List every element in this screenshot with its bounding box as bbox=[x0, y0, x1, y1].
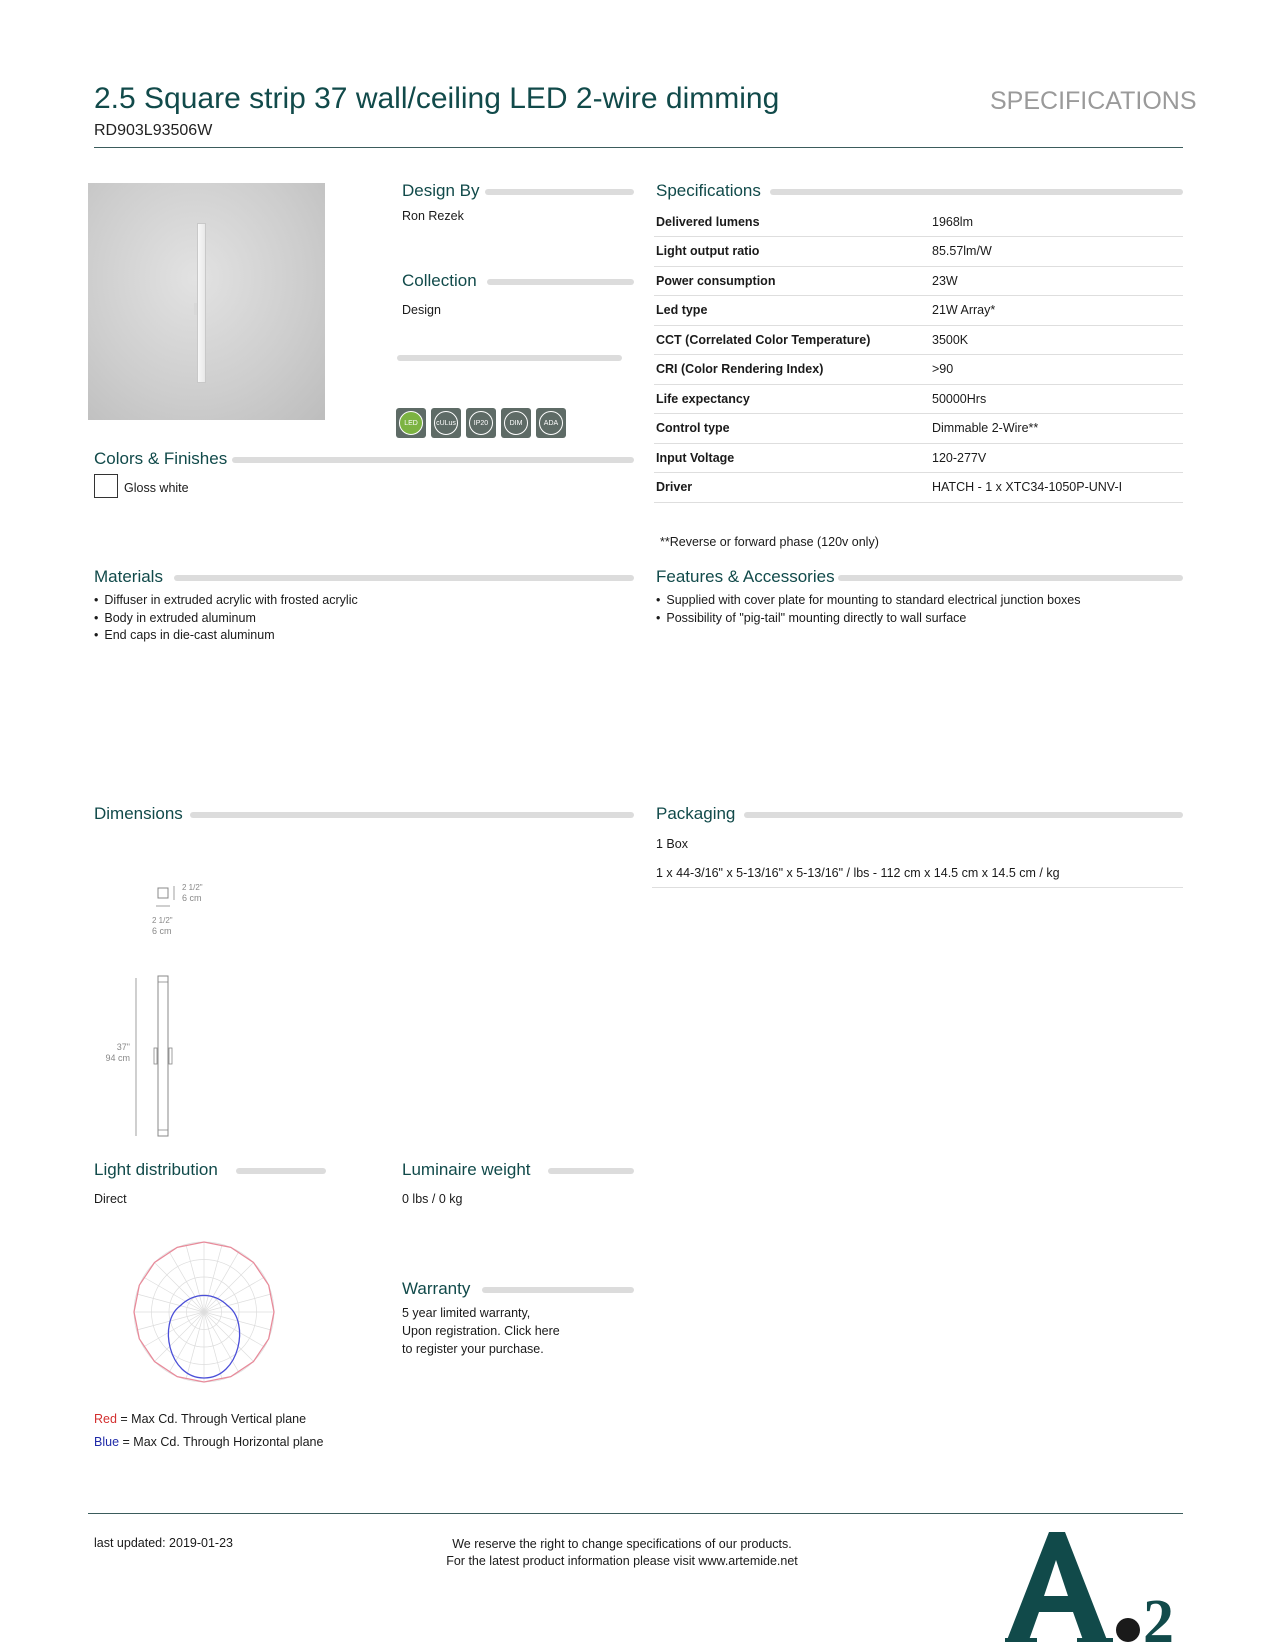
luminaire-weight-value: 0 lbs / 0 kg bbox=[402, 1192, 463, 1206]
light-distribution-heading: Light distribution bbox=[94, 1160, 218, 1179]
list-item: • Body in extruded aluminum bbox=[94, 610, 358, 628]
led-icon: LED bbox=[396, 408, 426, 438]
fixture-image bbox=[197, 223, 206, 383]
last-updated: last updated: 2019-01-23 bbox=[94, 1536, 233, 1550]
legend-blue bbox=[94, 1435, 323, 1449]
dimension-drawing bbox=[90, 870, 210, 1140]
ul-listed-icon: cULus bbox=[431, 408, 461, 438]
packaging-divider bbox=[652, 887, 1183, 888]
header-divider bbox=[94, 147, 1183, 148]
legend-red-text: = Max Cd. Through Vertical plane bbox=[116, 1412, 307, 1426]
section-bar bbox=[232, 457, 634, 463]
dim-icon: DIM bbox=[501, 408, 531, 438]
list-item: • Supplied with cover plate for mounting to standard electrical junction boxes bbox=[656, 592, 1081, 610]
collection-name: Design bbox=[402, 303, 441, 317]
design-by-heading: Design By bbox=[402, 181, 480, 200]
features-heading: Features & Accessories bbox=[656, 567, 835, 586]
warranty-text: 5 year limited warranty, Upon registration. Click here to register your purchase. bbox=[402, 1306, 560, 1356]
colors-finishes-heading: Colors & Finishes bbox=[94, 449, 228, 468]
legend-red-color-word: Red bbox=[94, 1412, 117, 1426]
product-photo bbox=[88, 183, 325, 420]
legend-blue-color-word: Blue bbox=[94, 1435, 120, 1449]
section-bar bbox=[770, 189, 1183, 195]
section-bar bbox=[482, 1287, 634, 1293]
artemide-a2-logo bbox=[1003, 1528, 1193, 1646]
width-cm-label: 6 cm bbox=[152, 926, 172, 936]
features-list bbox=[656, 592, 1081, 627]
specifications-heading: Specifications bbox=[656, 181, 761, 200]
list-item: • Possibility of "pig-tail" mounting directly to wall surface bbox=[656, 610, 1081, 628]
width-inch-label: 2 1/2" bbox=[152, 916, 173, 925]
table-row: Life expectancy 50000Hrs bbox=[654, 384, 1183, 414]
packaging-boxes: 1 Box bbox=[656, 837, 688, 851]
color-swatch-gloss-white bbox=[94, 474, 118, 498]
depth-cm-label: 6 cm bbox=[182, 893, 202, 903]
table-row: Delivered lumens 1968lm bbox=[654, 207, 1183, 237]
section-bar bbox=[838, 575, 1183, 581]
ada-icon: ADA bbox=[536, 408, 566, 438]
ip20-icon: IP20 bbox=[466, 408, 496, 438]
polar-light-distribution-chart bbox=[124, 1232, 284, 1392]
register-link[interactable]: Upon registration. Click here bbox=[402, 1324, 560, 1338]
specifications-footnote: **Reverse or forward phase (120v only) bbox=[660, 535, 879, 549]
svg-text:2: 2 bbox=[1143, 1588, 1174, 1646]
footer-divider bbox=[88, 1513, 1183, 1514]
collection-heading: Collection bbox=[402, 271, 477, 290]
table-row: Control type Dimmable 2-Wire** bbox=[654, 414, 1183, 444]
table-row: Power consumption 23W bbox=[654, 266, 1183, 296]
warranty-heading: Warranty bbox=[402, 1279, 471, 1298]
page-label: SPECIFICATIONS bbox=[990, 87, 1197, 115]
table-row: Driver HATCH - 1 x XTC34-1050P-UNV-I bbox=[654, 473, 1183, 503]
length-cm-label: 94 cm bbox=[105, 1053, 130, 1063]
materials-heading: Materials bbox=[94, 567, 163, 586]
list-item: • Diffuser in extruded acrylic with frosted acrylic bbox=[94, 592, 358, 610]
legend-red bbox=[94, 1412, 306, 1426]
specifications-table bbox=[654, 207, 1183, 503]
table-row: Led type 21W Array* bbox=[654, 296, 1183, 326]
section-bar bbox=[744, 812, 1183, 818]
materials-list bbox=[94, 592, 358, 645]
footer-notice: We reserve the right to change specifications of our products. For the latest product information please visit www.artemide.net bbox=[446, 1537, 798, 1568]
designer-name: Ron Rezek bbox=[402, 209, 464, 223]
table-row: Input Voltage 120-277V bbox=[654, 443, 1183, 473]
section-bar bbox=[190, 812, 634, 818]
page-title: 2.5 Square strip 37 wall/ceiling LED 2-wire dimming bbox=[94, 82, 780, 115]
section-bar bbox=[397, 355, 622, 361]
section-bar bbox=[236, 1168, 326, 1174]
dimensions-heading: Dimensions bbox=[94, 804, 183, 823]
fixture-clip-image bbox=[194, 303, 197, 315]
list-item: • End caps in die-cast aluminum bbox=[94, 627, 358, 645]
section-bar bbox=[174, 575, 634, 581]
packaging-heading: Packaging bbox=[656, 804, 736, 823]
depth-inch-label: 2 1/2" bbox=[182, 883, 203, 892]
length-inch-label: 37" bbox=[116, 1042, 130, 1052]
section-bar bbox=[548, 1168, 634, 1174]
legend-blue-text: = Max Cd. Through Horizontal plane bbox=[119, 1435, 324, 1449]
section-bar bbox=[487, 279, 634, 285]
table-row: Light output ratio 85.57lm/W bbox=[654, 237, 1183, 267]
packaging-size: 1 x 44-3/16" x 5-13/16" x 5-13/16" / lbs - 112 cm x 14.5 cm x 14.5 cm / kg bbox=[656, 866, 1060, 880]
luminaire-weight-heading: Luminaire weight bbox=[402, 1160, 531, 1179]
finish-label: Gloss white bbox=[124, 481, 189, 495]
certification-badges bbox=[396, 408, 566, 438]
table-row: CRI (Color Rendering Index) >90 bbox=[654, 355, 1183, 385]
section-bar bbox=[485, 189, 634, 195]
light-distribution-value: Direct bbox=[94, 1192, 127, 1206]
product-code: RD903L93506W bbox=[94, 122, 213, 139]
table-row: CCT (Correlated Color Temperature) 3500K bbox=[654, 325, 1183, 355]
